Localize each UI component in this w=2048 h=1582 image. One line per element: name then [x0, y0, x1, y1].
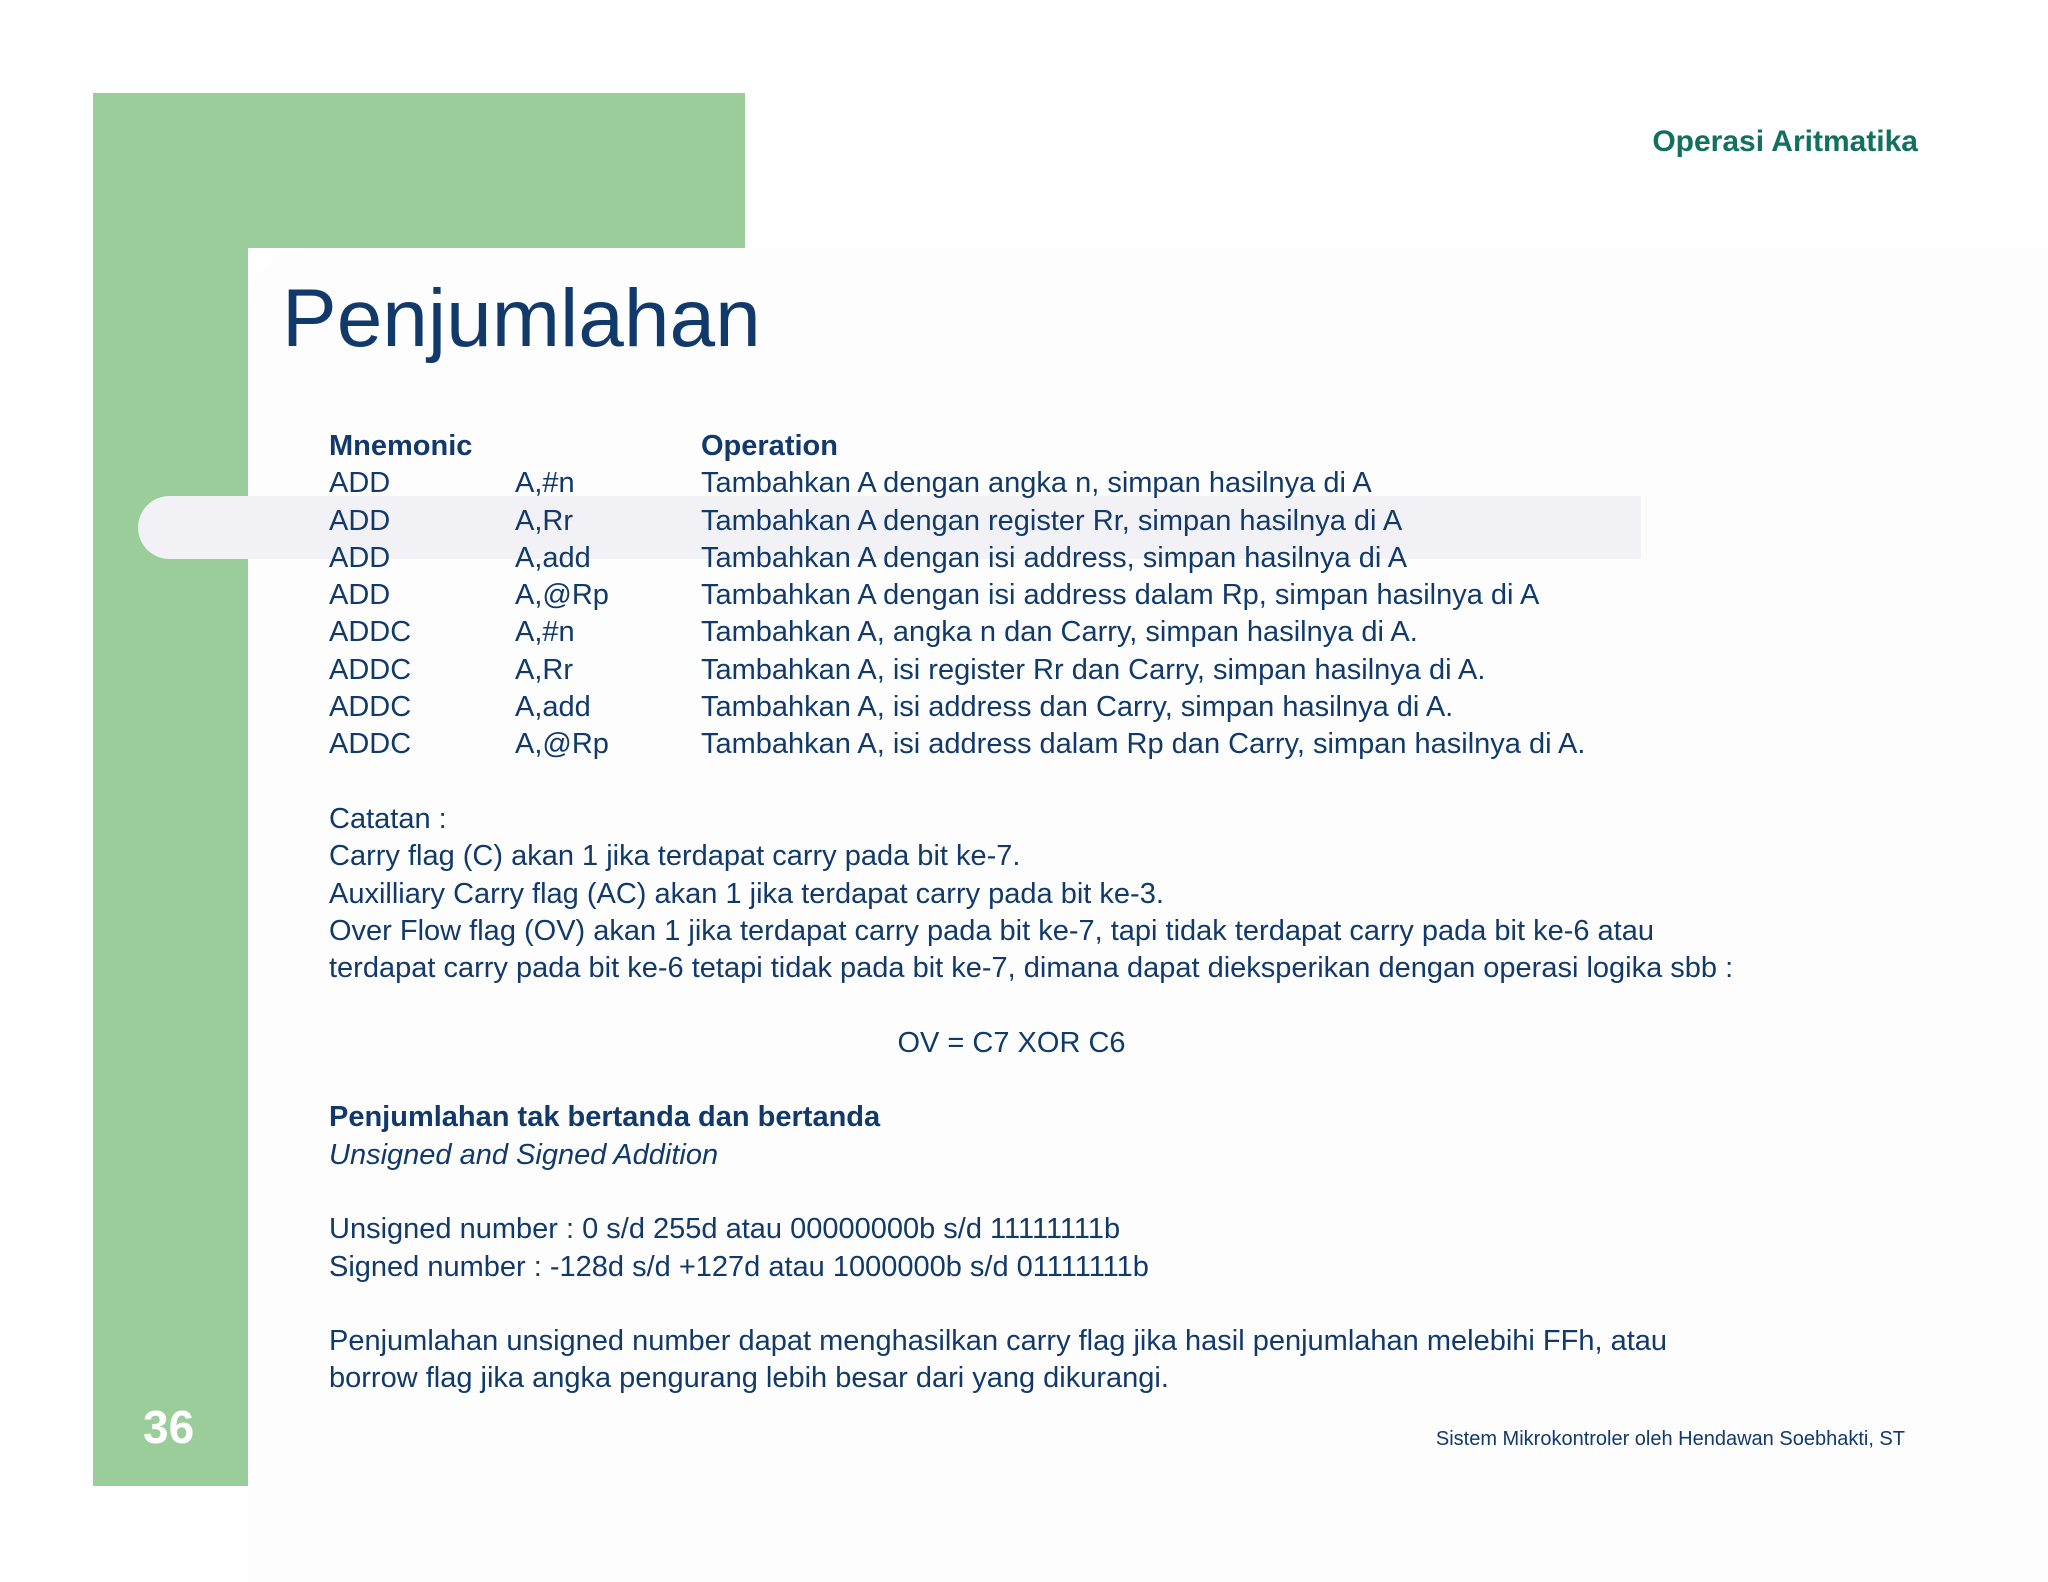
footer-credit: Sistem Mikrokontroler oleh Hendawan Soebhakti, ST [1435, 1428, 1905, 1450]
table-row [329, 540, 1929, 577]
spacer [329, 764, 1929, 801]
operation-header: Operation [701, 430, 838, 462]
mnemonic-cell: ADD [329, 467, 391, 500]
operation-cell: Tambahkan A dengan angka n, simpan hasilnya di A [701, 467, 1372, 500]
note-line: Carry flag (C) akan 1 jika terdapat carry pada bit ke-7. [329, 840, 1021, 873]
operand-cell: A,#n [515, 467, 575, 500]
operand-cell: A,Rr [515, 504, 573, 537]
table-row [329, 652, 1929, 689]
operand-cell: A,add [515, 541, 591, 574]
operation-cell: Tambahkan A, angka n dan Carry, simpan hasilnya di A. [701, 616, 1418, 649]
spacer [329, 1174, 1929, 1211]
mnemonic-cell: ADDC [329, 653, 412, 686]
operand-cell: A,Rr [515, 653, 573, 686]
note-line: Over Flow flag (OV) akan 1 jika terdapat carry pada bit ke-7, tapi tidak terdapat carry pada bit ke-6 atau [329, 914, 1654, 947]
operation-cell: Tambahkan A, isi register Rr dan Carry, simpan hasilnya di A. [701, 653, 1486, 686]
spacer [329, 987, 1929, 1024]
spacer [329, 1286, 1929, 1323]
table-row [329, 689, 1929, 726]
paragraph-line: borrow flag jika angka pengurang lebih besar dari yang dikurangi. [329, 1362, 1169, 1395]
note-line: terdapat carry pada bit ke-6 tetapi tidak pada bit ke-7, dimana dapat dieksperikan dengan operasi logika sbb : [329, 952, 1734, 985]
signed-subheading: Unsigned and Signed Addition [329, 1138, 719, 1171]
mnemonic-cell: ADDC [329, 691, 412, 724]
paragraph-line: Penjumlahan unsigned number dapat menghasilkan carry flag jika hasil penjumlahan melebihi FFh, atau [329, 1325, 1668, 1358]
mnemonic-cell: ADDC [329, 728, 412, 761]
operand-cell: A,@Rp [515, 579, 609, 612]
table-row [329, 577, 1929, 614]
green-side-bar [93, 93, 248, 1486]
mnemonic-cell: ADD [329, 504, 391, 537]
page-title: Penjumlahan [282, 273, 761, 364]
signed-heading: Penjumlahan tak bertanda dan bertanda [329, 1101, 881, 1134]
operation-cell: Tambahkan A, isi address dalam Rp dan Carry, simpan hasilnya di A. [701, 728, 1586, 761]
section-title: Operasi Aritmatika [1652, 125, 1918, 158]
spacer [329, 1062, 1929, 1099]
operand-header [515, 428, 701, 465]
notes-heading: Catatan : [329, 802, 447, 835]
operation-cell: Tambahkan A dengan isi address dalam Rp, simpan hasilnya di A [701, 579, 1540, 612]
note-line: Auxilliary Carry flag (AC) akan 1 jika terdapat carry pada bit ke-3. [329, 877, 1164, 910]
table-row [329, 726, 1929, 763]
signed-range: Signed number : -128d s/d +127d atau 1000000b s/d 01111111b [329, 1250, 1149, 1283]
mnemonic-header: Mnemonic [329, 430, 473, 462]
page-number: 36 [143, 1401, 195, 1453]
table-header [329, 428, 1929, 465]
table-row [329, 465, 1929, 502]
mnemonic-cell: ADDC [329, 616, 412, 649]
operand-cell: A,@Rp [515, 728, 609, 761]
mnemonic-cell: ADD [329, 579, 391, 612]
operation-cell: Tambahkan A dengan isi address, simpan hasilnya di A [701, 541, 1408, 574]
operation-cell: Tambahkan A dengan register Rr, simpan hasilnya di A [701, 504, 1403, 537]
unsigned-range: Unsigned number : 0 s/d 255d atau 00000000b s/d 11111111b [329, 1213, 1121, 1246]
ov-formula: OV = C7 XOR C6 [897, 1026, 1126, 1059]
operand-cell: A,add [515, 691, 591, 724]
operand-cell: A,#n [515, 616, 575, 649]
mnemonic-cell: ADD [329, 541, 391, 574]
table-row [329, 614, 1929, 651]
slide-content [329, 428, 1929, 1398]
table-row [329, 503, 1929, 540]
operation-cell: Tambahkan A, isi address dan Carry, simpan hasilnya di A. [701, 691, 1454, 724]
